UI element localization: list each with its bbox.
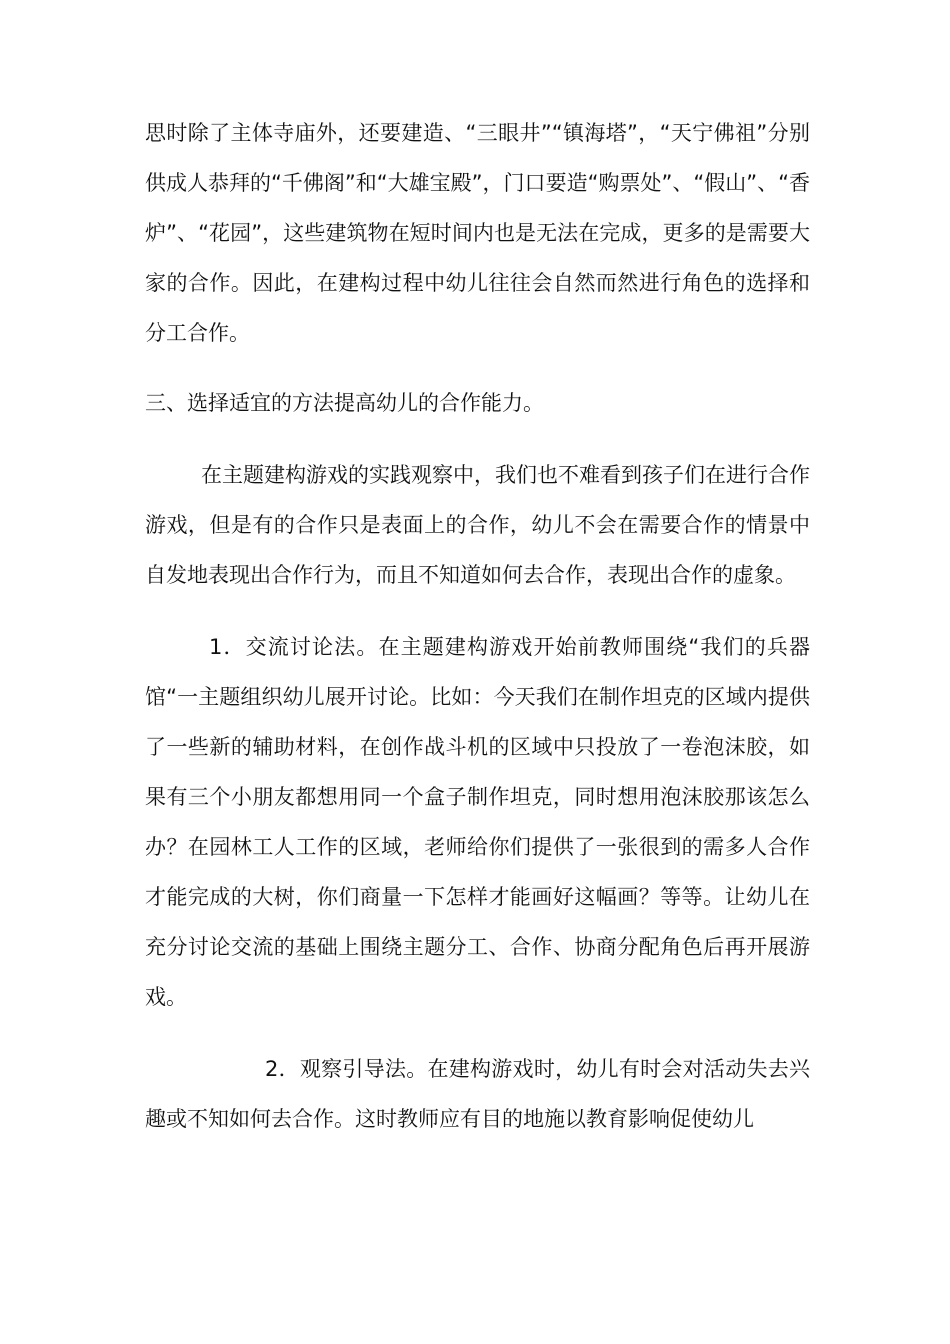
paragraph-continuation: 思时除了主体寺庙外，还要建造、“三眼井”“镇海塔”，“天宁佛祖”分别供成人恭拜的“千佛阁”和“大雄宝殿”，门口要造“购票处”、“假山”、“香炉”、“花园”，这些建筑物在短时间内也是无法在完成，更多的是需要大家的合作。因此，在建构过程中幼儿往往会自然而然进行角色的选择和分工合作。 — [145, 121, 810, 345]
paragraph-method-guidance: 2．观察引导法。在建构游戏时，幼儿有时会对活动失去兴趣或不知如何去合作。这时教师应有目的地施以教育影响促使幼儿 — [145, 1057, 810, 1131]
paragraph-observation: 在主题建构游戏的实践观察中，我们也不难看到孩子们在进行合作游戏，但是有的合作只是表面上的合作，幼儿不会在需要合作的情景中自发地表现出合作行为，而且不知道如何去合作，表现出合作的虚象。 — [145, 463, 810, 587]
paragraph-method-discussion: 1．交流讨论法。在主题建构游戏开始前教师围绕“我们的兵器馆“一主题组织幼儿展开讨论。比如：今天我们在制作坦克的区域内提供了一些新的辅助材料，在创作战斗机的区域中只投放了一卷泡沫胶，如果有三个小朋友都想用同一个盒子制作坦克，同时想用泡沫胶那该怎么办？在园林工人工作的区域，老师给你们提供了一张很到的需多人合作才能完成的大树，你们商量一下怎样才能画好这幅画？等等。让幼儿在充分讨论交流的基础上围绕主题分工、合作、协商分配角色后再开展游戏。 — [145, 635, 810, 1009]
document-body — [145, 108, 810, 1144]
section-heading-three: 三、选择适宜的方法提高幼儿的合作能力。 — [145, 391, 544, 415]
